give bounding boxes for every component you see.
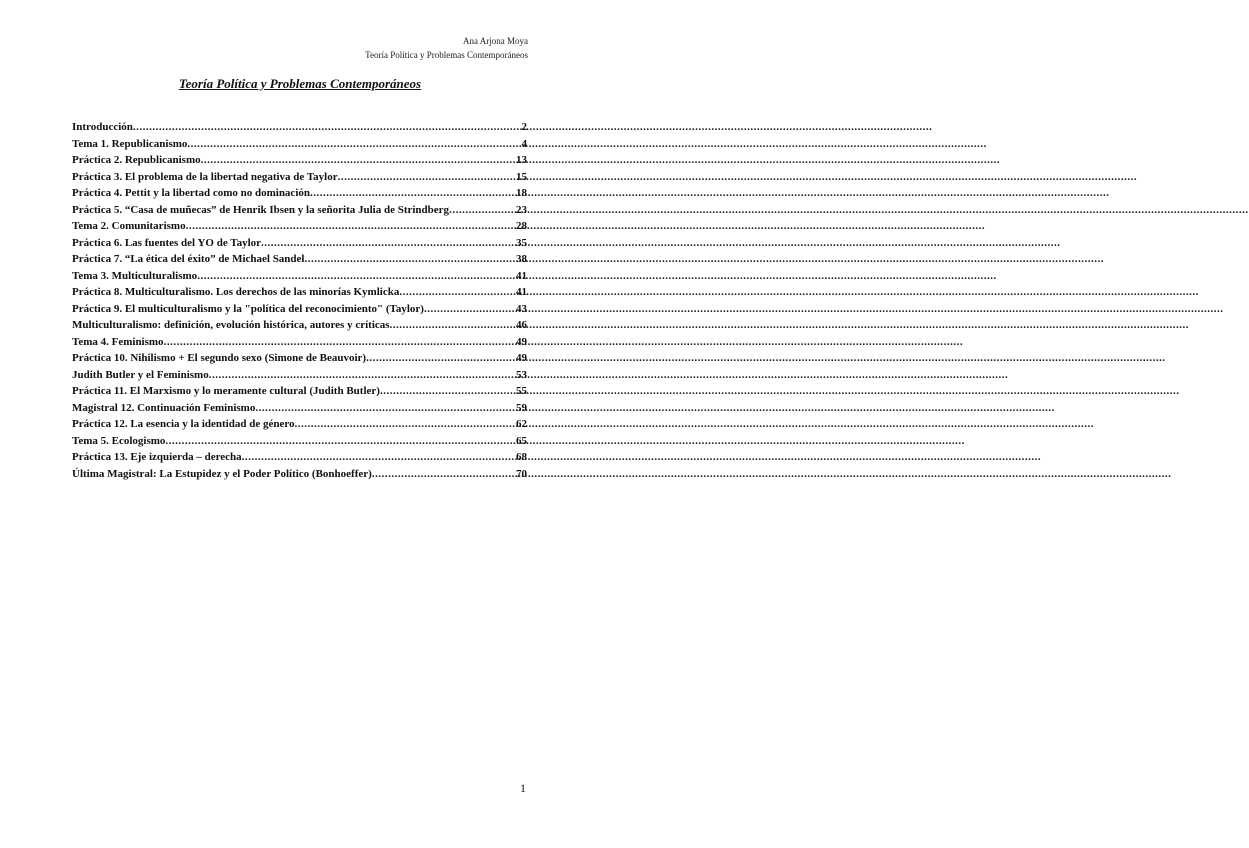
toc-entry-title[interactable]: Práctica 8. Multiculturalismo. Los derechos de las minorías Kymlicka (72, 286, 400, 298)
toc-entry[interactable] (72, 154, 527, 171)
toc-entry-title[interactable]: Judith Butler y el Feminismo (72, 368, 209, 381)
toc-entry-title[interactable]: Última Magistral: La Estupidez y el Poder Político (Bonhoeffer) (72, 467, 372, 480)
toc-dot-leader (133, 121, 522, 133)
toc-entry-title[interactable]: Práctica 4. Pettit y la libertad como no dominación (72, 187, 310, 199)
toc-dot-leader (366, 352, 516, 364)
toc-dot-leader (399, 286, 516, 298)
toc-entry[interactable] (72, 237, 527, 254)
toc-entry[interactable] (72, 121, 527, 138)
toc-entry[interactable] (72, 402, 527, 419)
toc-entry-page[interactable]: 41 (516, 269, 527, 282)
toc-entry-page[interactable]: 49 (516, 352, 527, 364)
toc-entry-title[interactable]: Práctica 11. El Marxismo y lo meramente cultural (Judith Butler) (72, 385, 380, 397)
toc-dot-leader (449, 204, 516, 216)
toc-entry[interactable] (72, 253, 527, 270)
toc-dot-leader (304, 253, 516, 265)
toc-dot-leader (209, 369, 516, 381)
toc-entry[interactable] (72, 435, 527, 452)
toc-entry-page[interactable]: 59 (516, 401, 527, 414)
toc-dot-leader (186, 220, 516, 232)
toc-entry-title[interactable]: Práctica 9. El multiculturalismo y la "política del reconocimiento" (Taylor) (72, 302, 424, 315)
toc-entry[interactable] (72, 319, 527, 336)
toc-entry[interactable] (72, 220, 527, 237)
toc-entry-title[interactable]: Práctica 13. Eje izquierda – derecha (72, 451, 242, 463)
toc-entry-title[interactable]: Tema 1. Republicanismo (72, 137, 188, 150)
toc-entry-page[interactable]: 38 (516, 253, 527, 265)
toc-entry[interactable] (72, 270, 527, 287)
toc-entry[interactable] (72, 286, 527, 303)
toc-dot-leader (295, 418, 516, 430)
document-title: Teoría Política y Problemas Contemporáneos (178, 76, 422, 91)
toc-entry-title[interactable]: Práctica 5. “Casa de muñecas” de Henrik Ibsen y la señorita Julia de Strindberg (72, 203, 450, 216)
toc-entry-title[interactable]: Práctica 6. Las fuentes del YO de Taylor (72, 236, 262, 249)
toc-entry[interactable] (72, 336, 527, 353)
toc-entry-title[interactable]: Multiculturalismo: definición, evolución histórica, autores y críticas (72, 319, 390, 331)
toc-dot-leader (390, 319, 516, 331)
toc-entry[interactable] (72, 369, 527, 386)
toc-entry-title[interactable]: Tema 2. Comunitarismo (72, 220, 186, 232)
toc-entry[interactable] (72, 352, 527, 369)
toc-entry-page[interactable]: 65 (516, 434, 527, 447)
toc-entry-page[interactable]: 23 (516, 203, 527, 216)
toc-entry-page[interactable]: 18 (516, 187, 527, 199)
toc-entry-page[interactable]: 70 (516, 467, 527, 480)
toc-entry-page[interactable]: 46 (516, 319, 527, 331)
toc-dot-leader (255, 402, 516, 414)
page-number: 1 (520, 781, 526, 795)
running-header (365, 34, 528, 62)
toc-dot-leader (380, 385, 516, 397)
toc-entry-page[interactable]: 53 (516, 368, 527, 381)
toc-dot-leader (164, 336, 516, 348)
header-author: Ana Arjona Moya (463, 36, 528, 46)
toc-entry-title[interactable]: Tema 5. Ecologismo (72, 434, 166, 447)
toc-entry-page[interactable]: 28 (516, 220, 527, 232)
toc-entry-page[interactable]: 49 (516, 335, 527, 348)
header-course: Teoría Política y Problemas Contemporáneos (365, 50, 528, 60)
toc-dot-leader (201, 154, 516, 166)
toc-entry[interactable] (72, 303, 527, 320)
toc-entry[interactable] (72, 138, 527, 155)
toc-entry-title[interactable]: Práctica 10. Nihilismo + El segundo sexo (Simone de Beauvoir) (72, 352, 367, 364)
toc-entry-page[interactable]: 13 (516, 154, 527, 166)
toc-entry-page[interactable]: 62 (516, 418, 527, 430)
toc-entry[interactable] (72, 187, 527, 204)
toc-entry-page[interactable]: 41 (516, 286, 527, 298)
toc-dot-leader (197, 270, 516, 282)
toc-dot-leader (424, 303, 516, 315)
toc-dot-leader (261, 237, 516, 249)
toc-entry[interactable] (72, 204, 527, 221)
toc-dot-leader (165, 435, 516, 447)
toc-entry-page[interactable]: 15 (516, 170, 527, 183)
toc-entry-title[interactable]: Práctica 12. La esencia y la identidad de género (72, 418, 295, 430)
toc-entry-title[interactable]: Magistral 12. Continuación Feminismo (72, 401, 256, 414)
toc-entry[interactable] (72, 451, 527, 468)
toc-dot-leader (372, 468, 516, 480)
toc-entry-title[interactable]: Práctica 7. “La ética del éxito” de Michael Sandel (72, 253, 305, 265)
toc-entry-title[interactable]: Tema 3. Multiculturalismo (72, 269, 198, 282)
toc-entry-page[interactable]: 55 (516, 385, 527, 397)
toc-entry-title[interactable]: Tema 4. Feminismo (72, 335, 164, 348)
toc-entry-page[interactable]: 35 (516, 236, 527, 249)
toc-entry-page[interactable]: 68 (516, 451, 527, 463)
toc-dot-leader (338, 171, 516, 183)
table-of-contents (72, 121, 527, 484)
toc-dot-leader (310, 187, 516, 199)
toc-entry-page[interactable]: 2 (521, 121, 527, 133)
toc-entry-title[interactable]: Práctica 3. El problema de la libertad negativa de Taylor (72, 170, 338, 183)
toc-entry-page[interactable]: 4 (521, 137, 527, 150)
toc-dot-leader (242, 451, 516, 463)
toc-entry[interactable] (72, 468, 527, 485)
toc-entry-title[interactable]: Práctica 2. Republicanismo (72, 154, 201, 166)
toc-entry[interactable] (72, 171, 527, 188)
toc-entry-title[interactable]: Introducción (72, 121, 133, 133)
toc-entry[interactable] (72, 385, 527, 402)
toc-entry-page[interactable]: 43 (516, 302, 527, 315)
toc-dot-leader (187, 138, 521, 150)
toc-entry[interactable] (72, 418, 527, 435)
